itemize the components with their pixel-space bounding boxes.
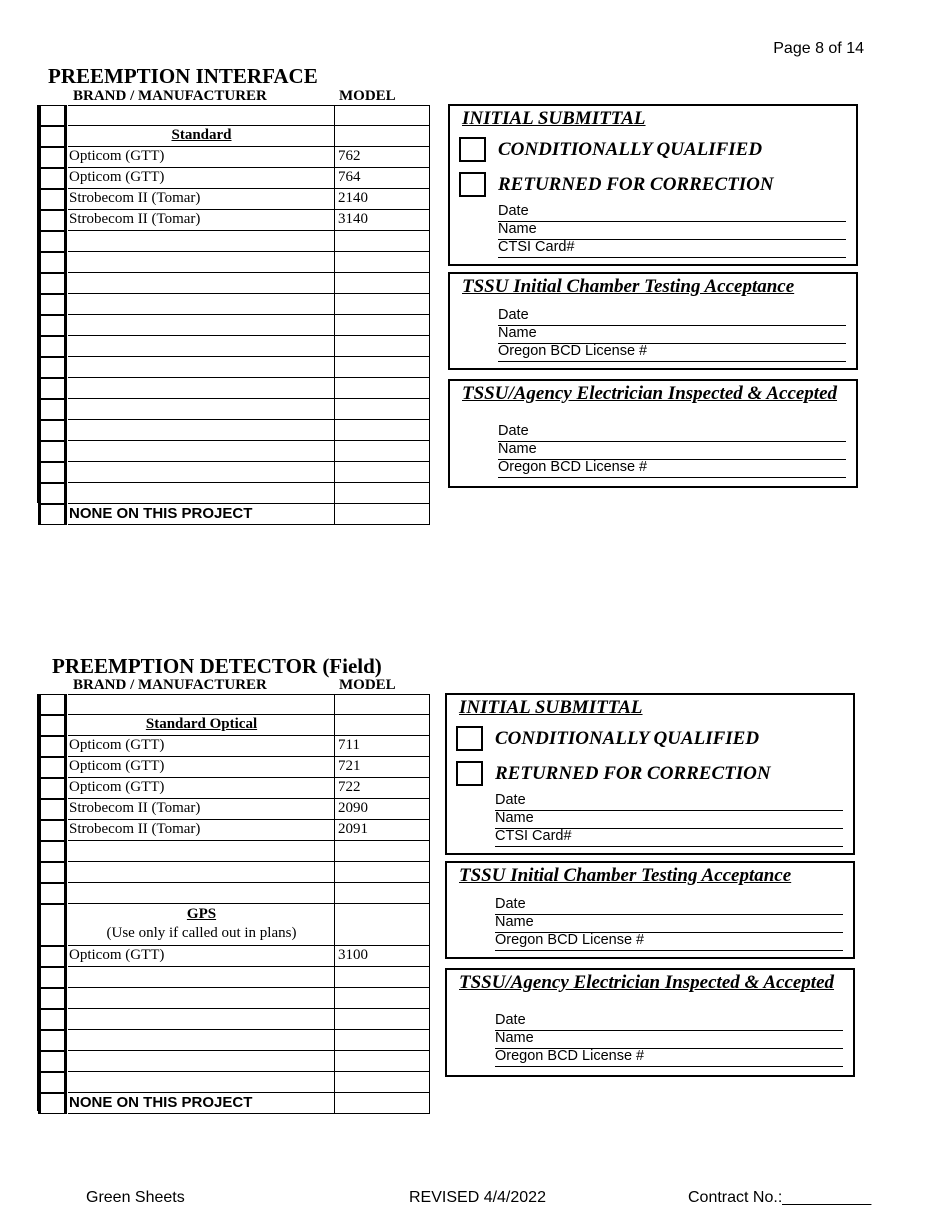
brand-cell	[68, 378, 335, 399]
row-checkbox[interactable]	[38, 168, 67, 189]
table-row	[38, 462, 431, 483]
model-cell	[335, 1072, 430, 1093]
model-cell: 3140	[335, 210, 430, 231]
brand-cell	[68, 841, 335, 862]
chamber-testing-panel	[448, 272, 858, 370]
initial-submittal-panel	[445, 693, 855, 855]
model-cell: 722	[335, 778, 430, 799]
date-field[interactable]: Date	[495, 792, 843, 811]
brand-cell	[68, 441, 335, 462]
date-field[interactable]: Date	[498, 423, 846, 442]
interface-table	[37, 105, 431, 522]
model-cell	[335, 862, 430, 883]
model-cell	[335, 1009, 430, 1030]
conditionally-qualified-label: CONDITIONALLY QUALIFIED	[498, 139, 763, 160]
row-checkbox[interactable]	[38, 778, 67, 799]
table-row	[38, 210, 431, 231]
chamber-testing-heading: TSSU Initial Chamber Testing Acceptance	[462, 276, 795, 297]
table-row	[38, 378, 431, 399]
gps-note: (Use only if called out in plans)	[106, 925, 297, 941]
row-checkbox[interactable]	[38, 315, 67, 336]
oregon-bcd-license-field[interactable]: Oregon BCD License #	[495, 1048, 843, 1067]
table-row	[38, 1072, 431, 1093]
brand-cell	[68, 357, 335, 378]
table-row	[38, 694, 431, 715]
row-checkbox[interactable]	[38, 841, 67, 862]
brand-cell	[68, 988, 335, 1009]
brand-cell	[68, 420, 335, 441]
section-title-interface: PREEMPTION INTERFACE	[48, 64, 318, 88]
returned-for-correction-checkbox[interactable]	[459, 172, 486, 197]
model-cell	[335, 126, 430, 147]
electrician-inspected-panel	[445, 968, 855, 1077]
row-checkbox[interactable]	[38, 147, 67, 168]
table-row	[38, 1009, 431, 1030]
electrician-inspected-heading: TSSU/Agency Electrician Inspected & Accepted	[462, 383, 838, 404]
conditionally-qualified-checkbox[interactable]	[456, 726, 483, 751]
model-cell	[335, 504, 430, 525]
table-row	[38, 883, 431, 904]
model-cell: 762	[335, 147, 430, 168]
table-row	[38, 273, 431, 294]
brand-cell: Opticom (GTT)	[68, 168, 335, 189]
name-field[interactable]: Name	[495, 914, 843, 933]
chamber-testing-heading: TSSU Initial Chamber Testing Acceptance	[459, 865, 792, 886]
table-row	[38, 483, 431, 504]
row-checkbox[interactable]	[38, 1030, 67, 1051]
row-checkbox[interactable]	[38, 1051, 67, 1072]
electrician-inspected-panel	[448, 379, 858, 488]
gps-heading: GPS	[186, 906, 217, 922]
brand-cell: Strobecom II (Tomar)	[68, 210, 335, 231]
model-cell	[335, 715, 430, 736]
model-cell	[335, 294, 430, 315]
returned-for-correction-label: RETURNED FOR CORRECTION	[498, 174, 774, 195]
name-field[interactable]: Name	[495, 1030, 843, 1049]
table-row	[38, 736, 431, 757]
brand-cell	[68, 399, 335, 420]
brand-cell: Opticom (GTT)	[68, 736, 335, 757]
model-cell: 2090	[335, 799, 430, 820]
returned-for-correction-label: RETURNED FOR CORRECTION	[495, 763, 771, 784]
table-row	[38, 399, 431, 420]
model-cell	[335, 420, 430, 441]
row-checkbox[interactable]	[38, 862, 67, 883]
brand-cell: Strobecom II (Tomar)	[68, 820, 335, 841]
brand-cell: Strobecom II (Tomar)	[68, 189, 335, 210]
date-field[interactable]: Date	[495, 896, 843, 915]
row-checkbox[interactable]	[38, 946, 67, 967]
brand-cell	[68, 1009, 335, 1030]
initial-submittal-panel	[448, 104, 858, 266]
table-row	[38, 1030, 431, 1051]
brand-cell: Strobecom II (Tomar)	[68, 799, 335, 820]
model-cell	[335, 462, 430, 483]
model-cell	[335, 904, 430, 946]
table-row	[38, 294, 431, 315]
table-row	[38, 189, 431, 210]
oregon-bcd-license-field[interactable]: Oregon BCD License #	[498, 459, 846, 478]
brand-cell: NONE ON THIS PROJECT	[68, 1093, 335, 1114]
row-checkbox[interactable]	[38, 210, 67, 231]
model-cell	[335, 252, 430, 273]
brand-cell: Opticom (GTT)	[68, 757, 335, 778]
row-checkbox[interactable]	[38, 231, 67, 252]
gps-cell	[68, 904, 335, 946]
table-row	[38, 441, 431, 462]
brand-cell	[68, 862, 335, 883]
table-row	[38, 967, 431, 988]
table-row	[38, 504, 431, 525]
row-checkbox[interactable]	[38, 504, 67, 525]
model-column-header: MODEL	[339, 88, 396, 104]
table-row	[38, 778, 431, 799]
electrician-inspected-heading: TSSU/Agency Electrician Inspected & Accepted	[459, 972, 835, 993]
row-checkbox[interactable]	[38, 799, 67, 820]
model-cell	[335, 231, 430, 252]
footer-revised-date: REVISED 4/4/2022	[409, 1189, 546, 1206]
row-checkbox[interactable]	[38, 988, 67, 1009]
name-field[interactable]: Name	[495, 810, 843, 829]
model-cell	[335, 357, 430, 378]
table-row	[38, 336, 431, 357]
brand-cell: Standard Optical	[68, 715, 335, 736]
oregon-bcd-license-field[interactable]: Oregon BCD License #	[495, 932, 843, 951]
table-row	[38, 105, 431, 126]
oregon-bcd-license-field[interactable]: Oregon BCD License #	[498, 343, 846, 362]
table-row	[38, 252, 431, 273]
table-row	[38, 715, 431, 736]
table-row	[38, 126, 431, 147]
model-cell	[335, 399, 430, 420]
footer-contract-number: Contract No.:__________	[688, 1189, 872, 1206]
model-cell	[335, 1093, 430, 1114]
brand-cell: NONE ON THIS PROJECT	[68, 504, 335, 525]
name-field[interactable]: Name	[498, 221, 846, 240]
row-checkbox[interactable]	[38, 336, 67, 357]
brand-cell	[68, 294, 335, 315]
brand-cell	[68, 1051, 335, 1072]
row-checkbox[interactable]	[38, 715, 67, 736]
row-checkbox[interactable]	[38, 1072, 67, 1093]
row-checkbox[interactable]	[38, 252, 67, 273]
row-checkbox[interactable]	[38, 294, 67, 315]
model-cell: 2140	[335, 189, 430, 210]
brand-cell	[68, 883, 335, 904]
brand-cell	[68, 1072, 335, 1093]
table-row	[38, 904, 431, 946]
brand-column-header: BRAND / MANUFACTURER	[73, 88, 267, 104]
table-row	[38, 315, 431, 336]
brand-cell: Opticom (GTT)	[68, 778, 335, 799]
model-cell	[335, 105, 430, 126]
row-checkbox[interactable]	[38, 820, 67, 841]
row-checkbox[interactable]	[38, 399, 67, 420]
brand-cell	[68, 694, 335, 715]
returned-for-correction-checkbox[interactable]	[456, 761, 483, 786]
table-row	[38, 420, 431, 441]
table-row	[38, 841, 431, 862]
section-title-detector: PREEMPTION DETECTOR (Field)	[52, 654, 382, 678]
model-cell: 2091	[335, 820, 430, 841]
date-field[interactable]: Date	[498, 307, 846, 326]
row-checkbox[interactable]	[38, 1009, 67, 1030]
row-checkbox[interactable]	[38, 420, 67, 441]
row-checkbox[interactable]	[38, 967, 67, 988]
ctsi-card-field[interactable]: CTSI Card#	[498, 239, 846, 258]
brand-cell: Opticom (GTT)	[68, 946, 335, 967]
model-cell	[335, 378, 430, 399]
initial-submittal-heading: INITIAL SUBMITTAL	[462, 108, 646, 129]
table-row	[38, 231, 431, 252]
model-cell	[335, 273, 430, 294]
model-column-header: MODEL	[339, 677, 396, 693]
row-checkbox[interactable]	[38, 357, 67, 378]
model-cell	[335, 883, 430, 904]
model-cell	[335, 315, 430, 336]
name-field[interactable]: Name	[498, 325, 846, 344]
brand-cell: Opticom (GTT)	[68, 147, 335, 168]
page-number: Page 8 of 14	[773, 40, 864, 57]
row-checkbox[interactable]	[38, 483, 67, 504]
model-cell: 764	[335, 168, 430, 189]
model-cell	[335, 336, 430, 357]
footer-left: Green Sheets	[86, 1189, 185, 1206]
model-cell: 3100	[335, 946, 430, 967]
table-row	[38, 1051, 431, 1072]
table-row	[38, 1093, 431, 1114]
row-checkbox[interactable]	[38, 105, 67, 126]
model-cell	[335, 441, 430, 462]
row-checkbox[interactable]	[38, 441, 67, 462]
row-checkbox[interactable]	[38, 462, 67, 483]
detector-table	[37, 694, 431, 1111]
row-checkbox[interactable]	[38, 273, 67, 294]
brand-cell	[68, 105, 335, 126]
chamber-testing-panel	[445, 861, 855, 959]
model-cell	[335, 694, 430, 715]
brand-cell	[68, 273, 335, 294]
brand-cell	[68, 483, 335, 504]
name-field[interactable]: Name	[498, 441, 846, 460]
brand-cell	[68, 252, 335, 273]
brand-cell	[68, 967, 335, 988]
brand-cell	[68, 336, 335, 357]
row-checkbox[interactable]	[38, 757, 67, 778]
row-checkbox[interactable]	[38, 189, 67, 210]
table-row	[38, 147, 431, 168]
table-row	[38, 168, 431, 189]
conditionally-qualified-label: CONDITIONALLY QUALIFIED	[495, 728, 760, 749]
model-cell	[335, 483, 430, 504]
table-row	[38, 820, 431, 841]
brand-cell	[68, 1030, 335, 1051]
row-checkbox[interactable]	[38, 904, 67, 946]
table-row	[38, 988, 431, 1009]
table-row	[38, 799, 431, 820]
model-cell	[335, 1051, 430, 1072]
row-checkbox[interactable]	[38, 126, 67, 147]
brand-cell: Standard	[68, 126, 335, 147]
ctsi-card-field[interactable]: CTSI Card#	[495, 828, 843, 847]
model-cell	[335, 988, 430, 1009]
brand-cell	[68, 315, 335, 336]
model-cell	[335, 841, 430, 862]
date-field[interactable]: Date	[498, 203, 846, 222]
model-cell: 721	[335, 757, 430, 778]
table-row	[38, 862, 431, 883]
table-row	[38, 357, 431, 378]
date-field[interactable]: Date	[495, 1012, 843, 1031]
model-cell	[335, 1030, 430, 1051]
table-row	[38, 757, 431, 778]
conditionally-qualified-checkbox[interactable]	[459, 137, 486, 162]
row-checkbox[interactable]	[38, 883, 67, 904]
brand-cell	[68, 231, 335, 252]
row-checkbox[interactable]	[38, 694, 67, 715]
model-cell	[335, 967, 430, 988]
brand-cell	[68, 462, 335, 483]
row-checkbox[interactable]	[38, 736, 67, 757]
row-checkbox[interactable]	[38, 378, 67, 399]
brand-column-header: BRAND / MANUFACTURER	[73, 677, 267, 693]
initial-submittal-heading: INITIAL SUBMITTAL	[459, 697, 643, 718]
table-row	[38, 946, 431, 967]
row-checkbox[interactable]	[38, 1093, 67, 1114]
model-cell: 711	[335, 736, 430, 757]
